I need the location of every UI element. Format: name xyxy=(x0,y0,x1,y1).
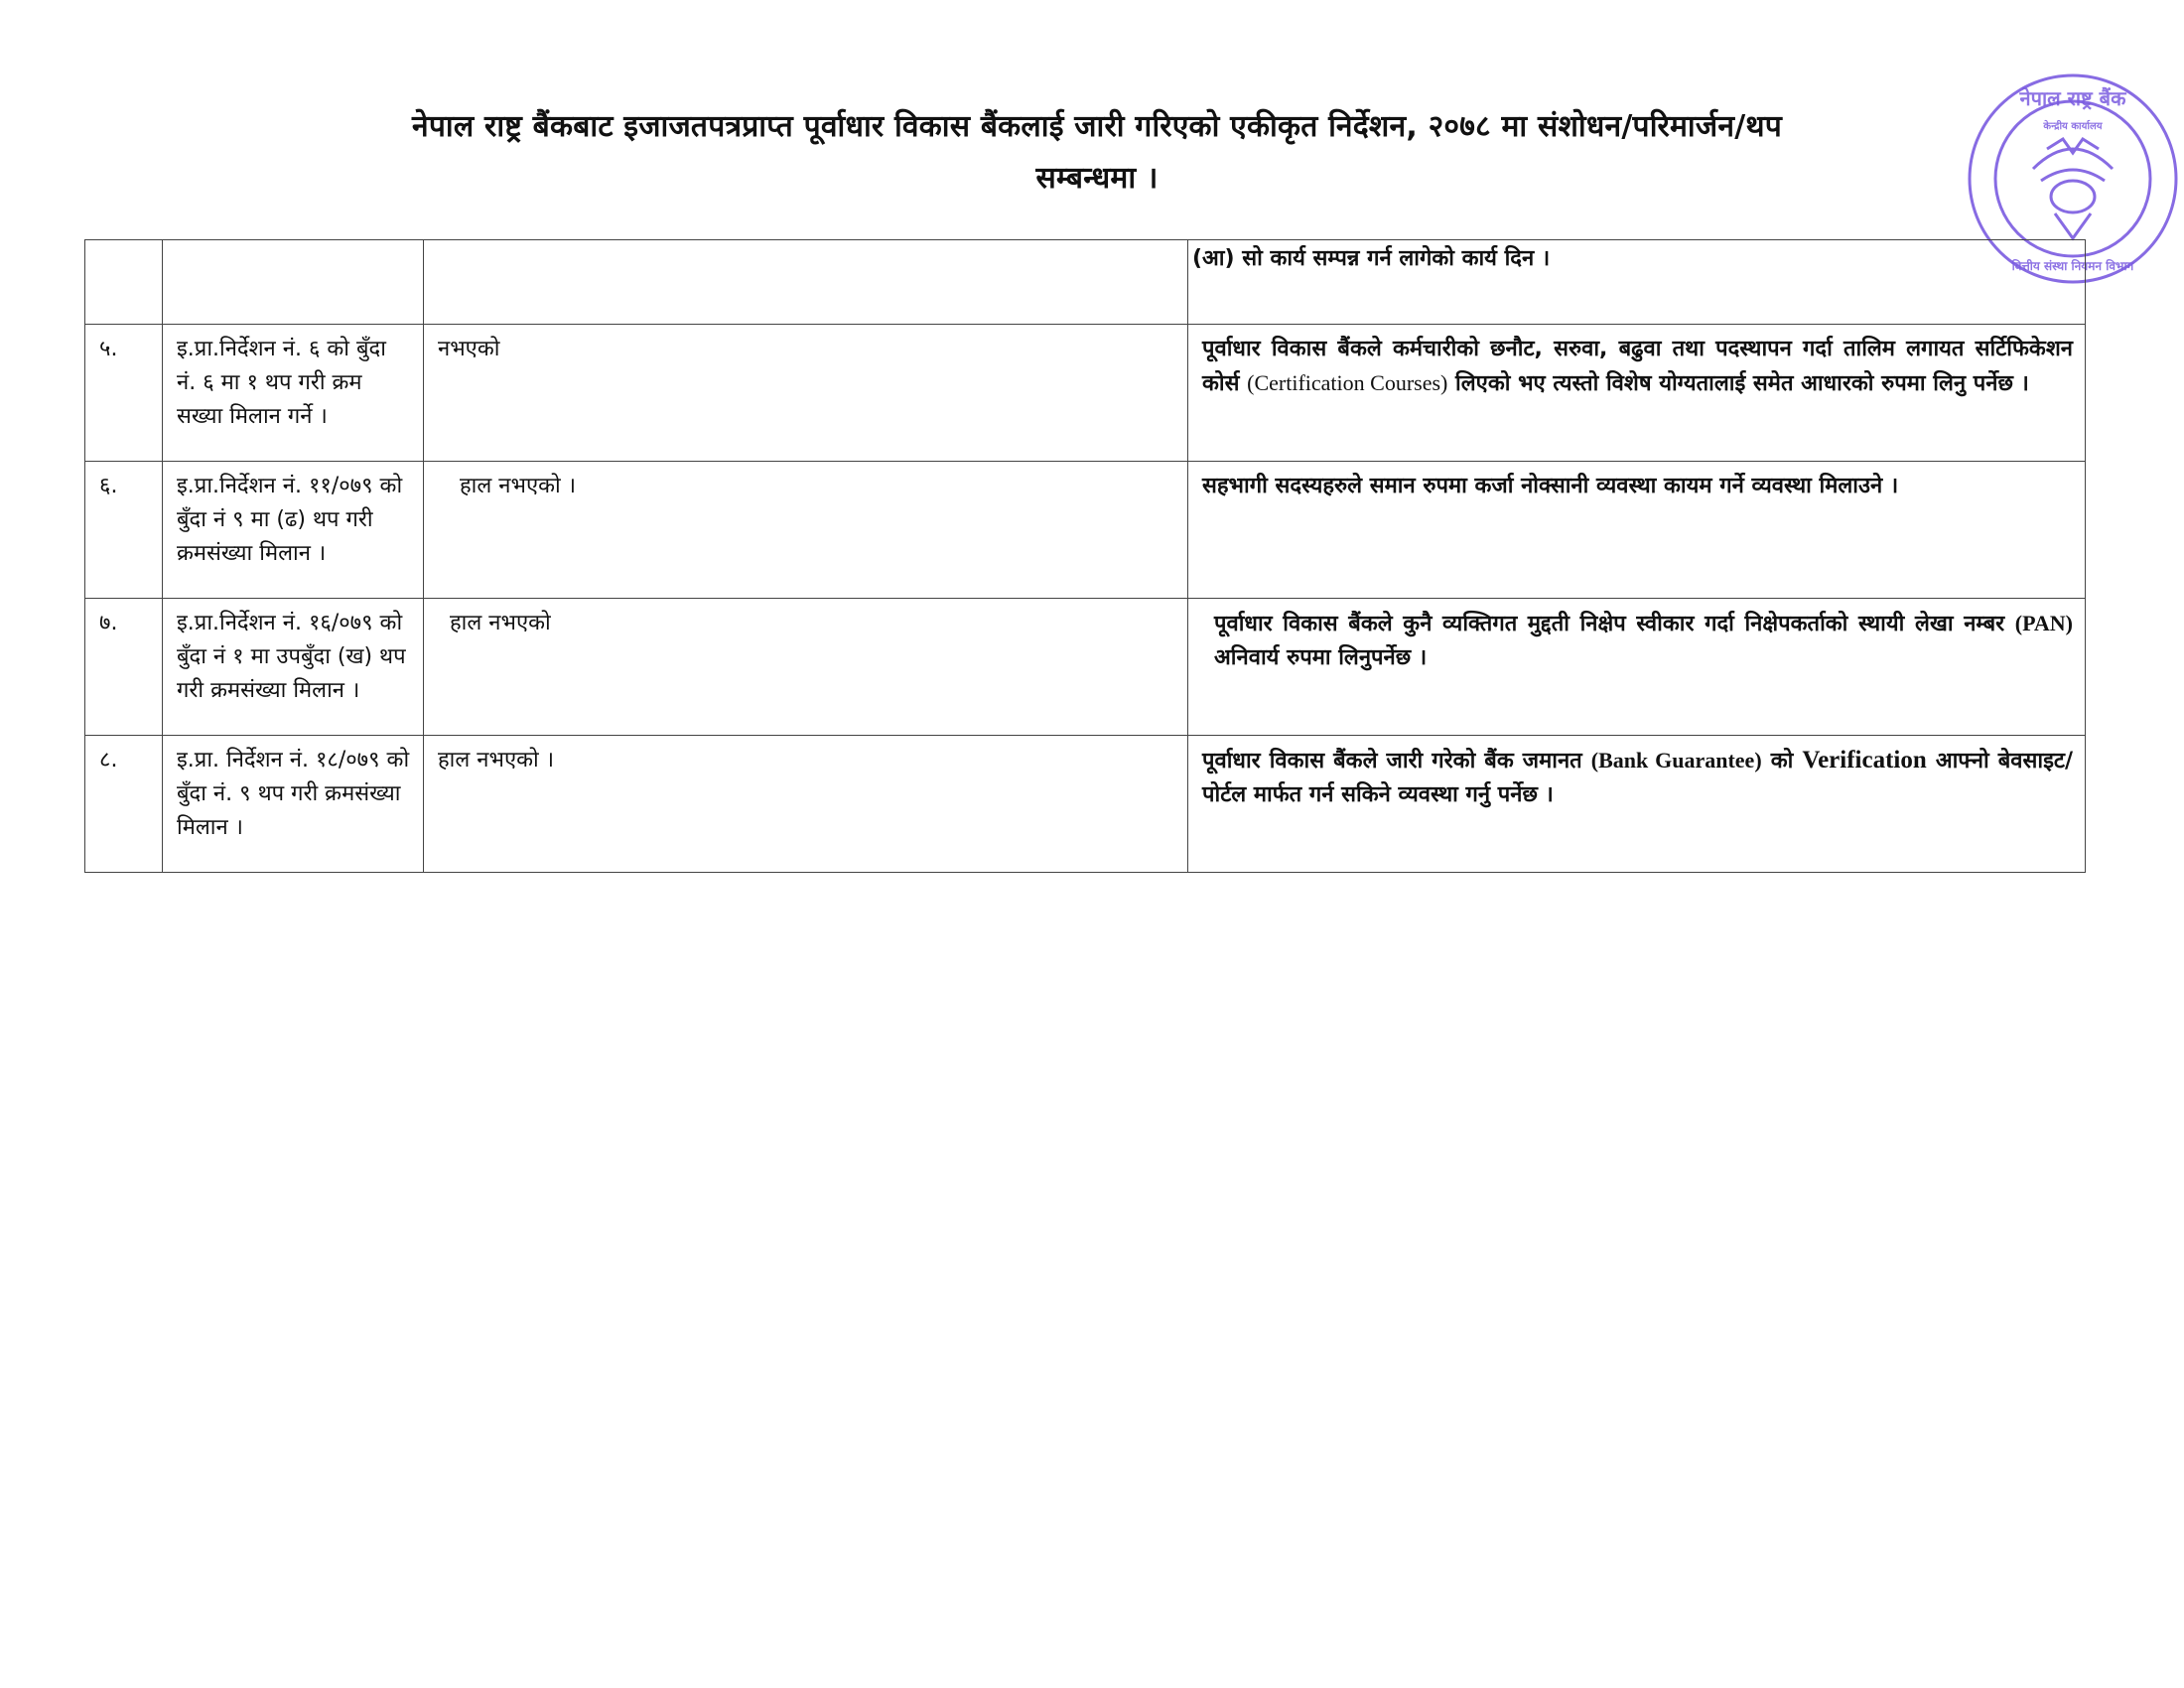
current-provision-cell: हाल नभएको । xyxy=(424,736,1188,873)
reference-cell: इ.प्रा. निर्देशन नं. १८/०७९ को बुँदा नं. ९ थप गरी क्रमसंख्या मिलान । xyxy=(163,736,424,873)
title-line-1: नेपाल राष्ट्र बैंकबाट इजाजतपत्रप्राप्त पूर्वाधार विकास बैंकलाई जारी गरिएको एकीकृत निर्देशन, २०७८ मा संशोधन/परिमार्जन/थप xyxy=(412,109,1782,144)
serial-cell: ८. xyxy=(85,736,163,873)
serial-cell: ६. xyxy=(85,462,163,599)
title-line-2: सम्बन्धमा । xyxy=(1035,161,1159,196)
proposed-latin-term: (PAN) xyxy=(2014,611,2073,635)
reference-cell: इ.प्रा.निर्देशन नं. ११/०७९ को बुँदा नं ९ मा (ढ) थप गरी क्रमसंख्या मिलान । xyxy=(163,462,424,599)
proposed-text: अनिवार्य रुपमा लिनुपर्नेछ । xyxy=(1214,645,1428,670)
svg-text:केन्द्रीय कार्यालय: केन्द्रीय कार्यालय xyxy=(2043,121,2103,132)
proposed-text: आफ्नो बेवसाइट/पोर्टल मार्फत गर्न सकिने व्यवस्था गर्नु पर्नेछ । xyxy=(1202,749,2074,807)
reference-cell: इ.प्रा.निर्देशन नं. १६/०७९ को बुँदा नं १ मा उपबुँदा (ख) थप गरी क्रमसंख्या मिलान । xyxy=(163,599,424,736)
proposed-text: को xyxy=(1761,749,1803,774)
current-provision-cell xyxy=(424,240,1188,325)
proposed-text: पूर्वाधार विकास बैंकले कुनै व्यक्तिगत मुद्दती निक्षेप स्वीकार गर्दा निक्षेपकर्ताको स्थायी लेखा नम्बर xyxy=(1214,612,2015,636)
table-row xyxy=(85,325,2086,462)
proposed-provision-cell: (आ) सो कार्य सम्पन्न गर्न लागेको कार्य दिन । xyxy=(1188,240,2086,325)
current-provision-cell: हाल नभएको । xyxy=(424,462,1188,599)
proposed-latin-term: Verification xyxy=(1802,747,1927,774)
current-provision-cell: नभएको xyxy=(424,325,1188,462)
reference-cell xyxy=(163,240,424,325)
proposed-text: पूर्वाधार विकास बैंकले जारी गरेको बैंक जमानत xyxy=(1202,749,1591,774)
svg-text:वित्तीय संस्था नियमन विभाग: वित्तीय संस्था नियमन विभाग xyxy=(2011,259,2134,273)
table-row xyxy=(85,462,2086,599)
proposed-text: पूर्वाधार विकास बैंकले कर्मचारीको छनौट, सरुवा, बढुवा तथा पदस्थापन गर्दा तालिम लगायत सर्टिफिकेशन कोर्स xyxy=(1202,337,2073,396)
reference-cell: इ.प्रा.निर्देशन नं. ६ को बुँदा नं. ६ मा १ थप गरी क्रम सख्या मिलान गर्ने । xyxy=(163,325,424,462)
serial-cell xyxy=(85,240,163,325)
proposed-latin-term: (Bank Guarantee) xyxy=(1590,748,1762,773)
proposed-provision-cell xyxy=(1188,736,2086,873)
table-row xyxy=(85,240,2086,325)
svg-text:नेपाल राष्ट्र बैंक: नेपाल राष्ट्र बैंक xyxy=(2019,86,2126,110)
proposed-provision-cell: सहभागी सदस्यहरुले समान रुपमा कर्जा नोक्सानी व्यवस्था कायम गर्ने व्यवस्था मिलाउने । xyxy=(1188,462,2086,599)
current-provision-cell: हाल नभएको xyxy=(424,599,1188,736)
proposed-provision-cell xyxy=(1188,325,2086,462)
table-row xyxy=(85,736,2086,873)
directive-table xyxy=(84,239,2086,873)
proposed-latin-term: (Certification Courses) xyxy=(1247,370,1448,395)
serial-cell: ७. xyxy=(85,599,163,736)
proposed-provision-cell xyxy=(1188,599,2086,736)
proposed-text: लिएको भए त्यस्तो विशेष योग्यतालाई समेत आधारको रुपमा लिनु पर्नेछ । xyxy=(1447,371,2029,396)
serial-cell: ५. xyxy=(85,325,163,462)
table-row xyxy=(85,599,2086,736)
page-title xyxy=(109,101,2085,205)
